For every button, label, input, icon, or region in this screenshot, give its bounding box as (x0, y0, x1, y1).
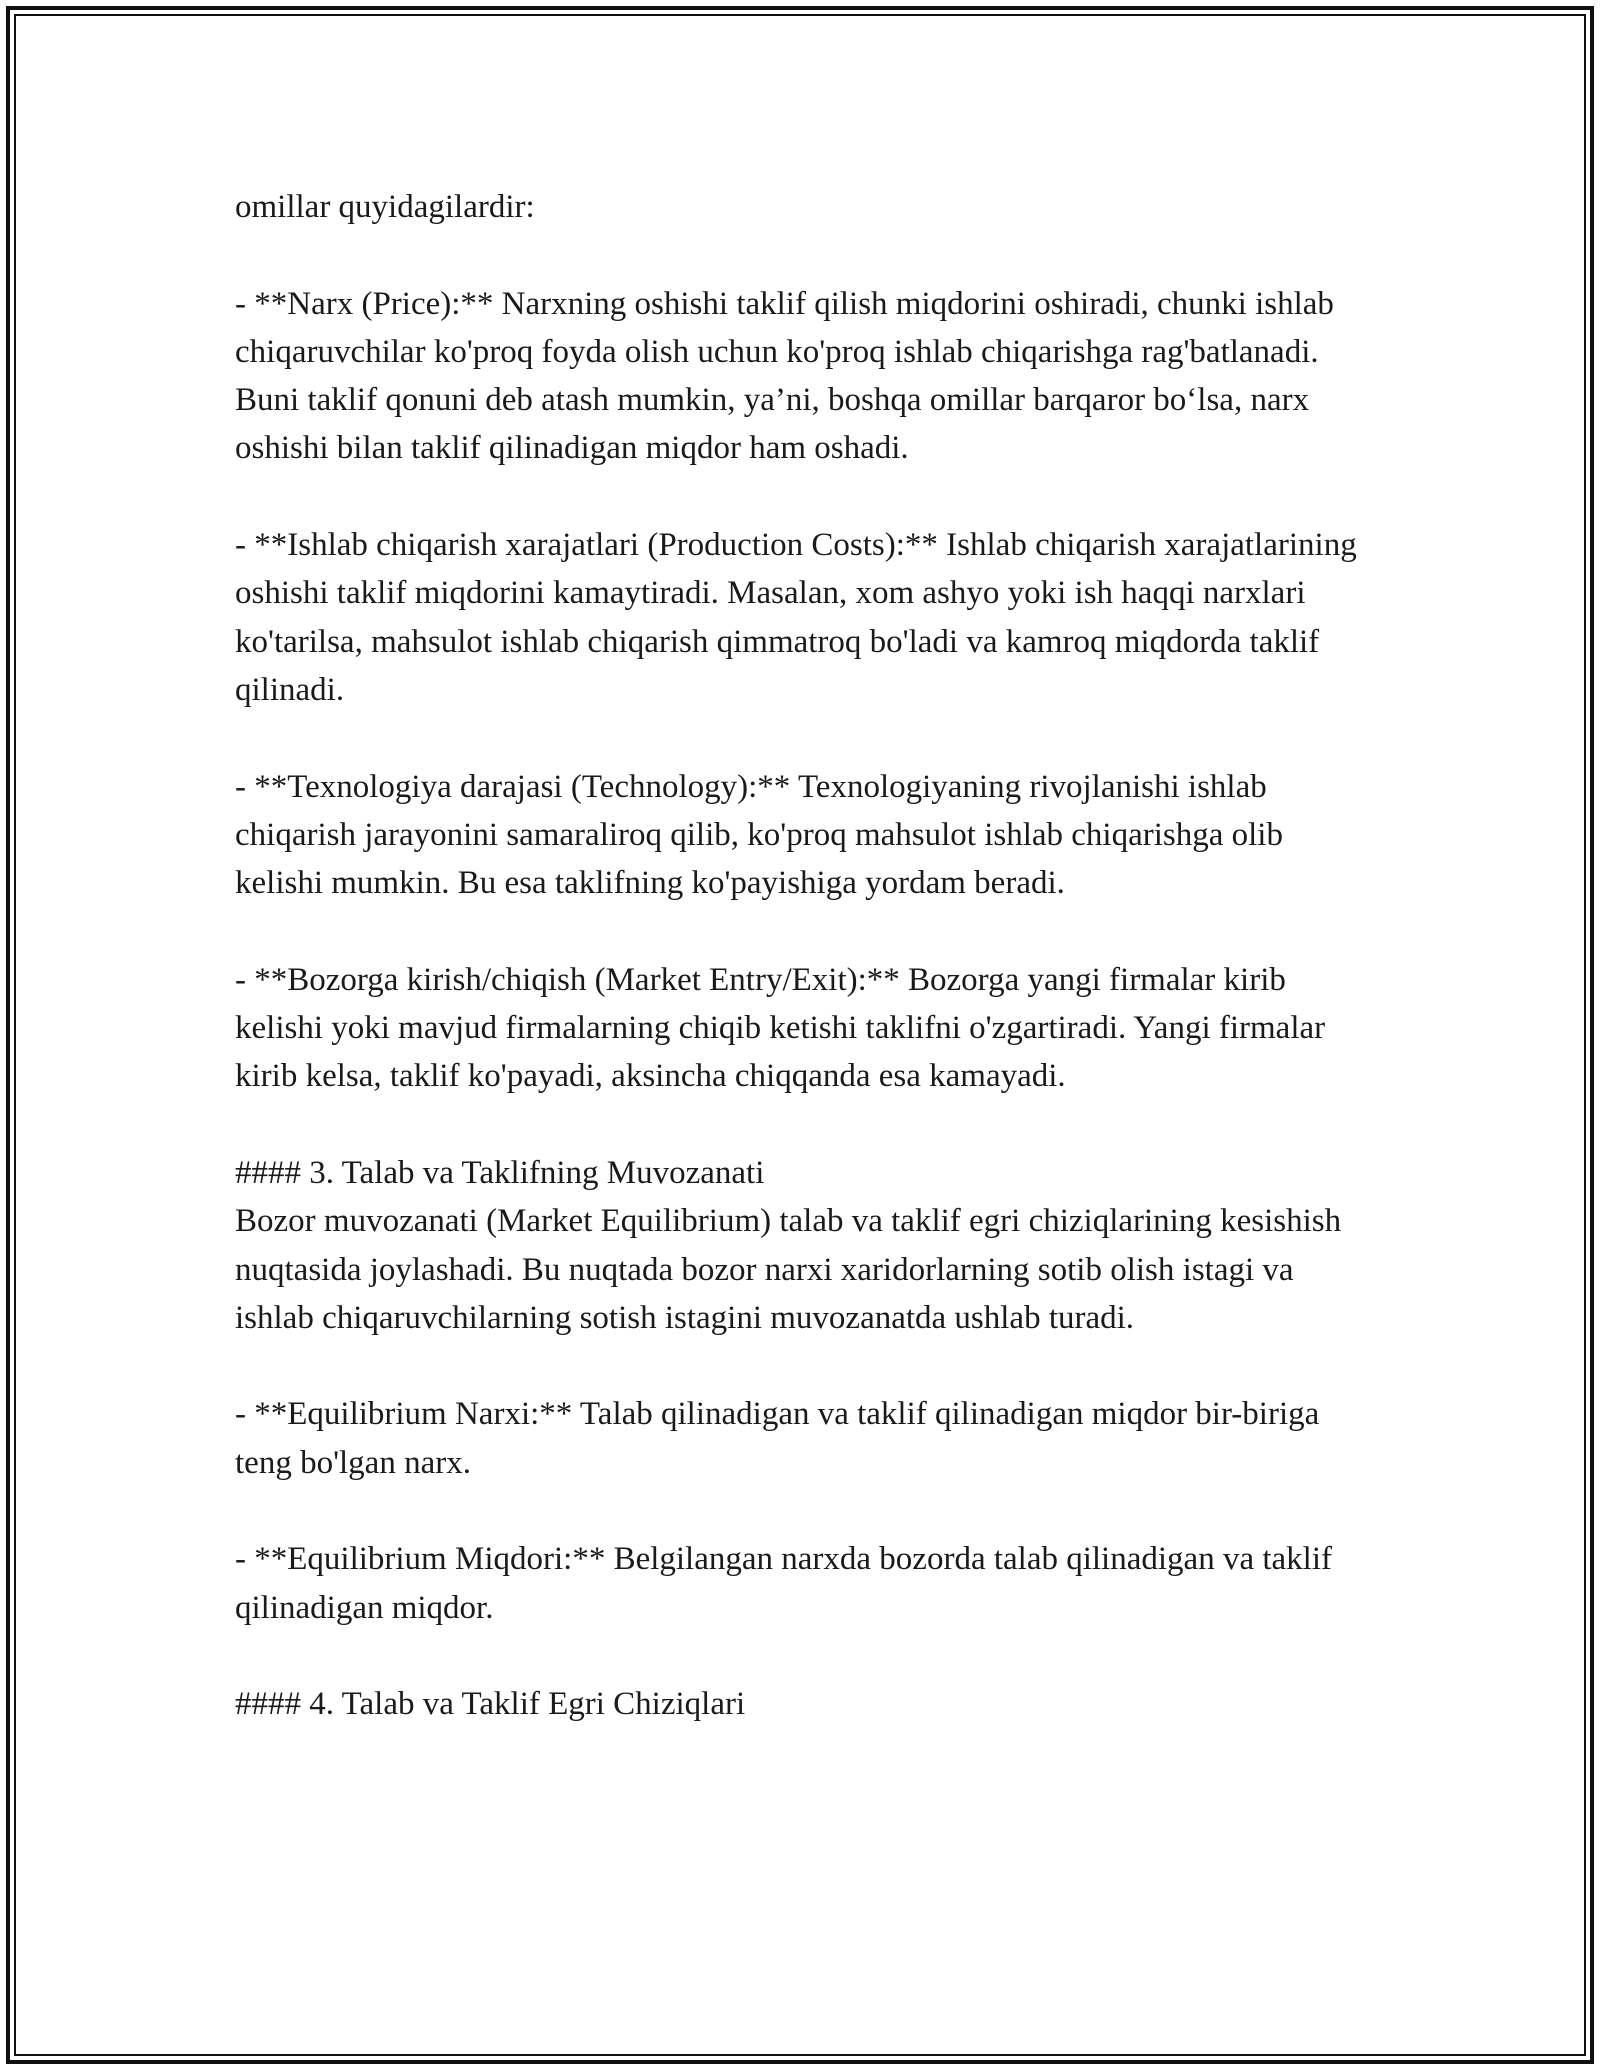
paragraph-price: - **Narx (Price):** Narxning oshishi taklif qilish miqdorini oshiradi, chunki ishlab chiqaruvchilar ko'proq foyda olish uchun ko'proq ishlab chiqarishga rag'batlanadi. Buni taklif qonuni deb atash mumkin, ya’ni, boshqa omillar barqaror bo‘lsa, narx oshishi bilan taklif qilinadigan miqdor ham oshadi. (235, 285, 1343, 467)
blank-line (235, 1487, 1370, 1535)
section-heading-3: #### 3. Talab va Taklifning Muvozanati (235, 1154, 765, 1191)
section-heading-4: #### 4. Talab va Taklif Egri Chiziqlari (235, 1686, 746, 1723)
paragraph-equilibrium-price: - **Equilibrium Narxi:** Talab qilinadigan va taklif qilinadigan miqdor bir-biriga teng bo'lgan narx. (235, 1396, 1328, 1481)
paragraph-market-entry-exit: - **Bozorga kirish/chiqish (Market Entry/Exit):** Bozorga yangi firmalar kirib kelishi yoki mavjud firmalarning chiqib ketishi taklifni o'zgartiradi. Yangi firmalar kirib kelsa, taklif ko'payadi, aksincha chiqqanda esa kamayadi. (235, 961, 1334, 1095)
blank-line (235, 1101, 1370, 1149)
paragraph-intro: omillar quyidagilardir: (235, 189, 535, 225)
blank-line (235, 714, 1370, 762)
blank-line (235, 1342, 1370, 1390)
paragraph-equilibrium-quantity: - **Equilibrium Miqdori:** Belgilangan narxda bozorda talab qilinadigan va taklif qilinadigan miqdor. (235, 1541, 1341, 1626)
blank-line (235, 1632, 1370, 1680)
blank-line (235, 473, 1370, 521)
blank-line (235, 231, 1370, 279)
paragraph-market-equilibrium: Bozor muvozanati (Market Equilibrium) talab va taklif egri chiziqlarining kesishish nuqtasida joylashadi. Bu nuqtada bozor narxi xaridorlarning sotib olish istagi va ishlab chiqaruvchilarning sotish istagini muvozanatda ushlab turadi. (235, 1203, 1350, 1336)
paragraph-production-costs: - **Ishlab chiqarish xarajatlari (Production Costs):** Ishlab chiqarish xarajatlarining oshishi taklif miqdorini kamaytiradi. Masalan, xom ashyo yoki ish haqqi narxlari ko'tarilsa, mahsulot ishlab chiqarish qimmatroq bo'ladi va kamroq miqdorda taklif qilinadi. (235, 527, 1365, 708)
paragraph-technology: - **Texnologiya darajasi (Technology):** Texnologiyaning rivojlanishi ishlab chiqarish jarayonini samaraliroq qilib, ko'proq mahsulot ishlab chiqarishga olib kelishi mumkin. Bu esa taklifning ko'payishiga yordam beradi. (235, 768, 1292, 902)
document-body (235, 183, 1370, 1729)
blank-line (235, 907, 1370, 955)
